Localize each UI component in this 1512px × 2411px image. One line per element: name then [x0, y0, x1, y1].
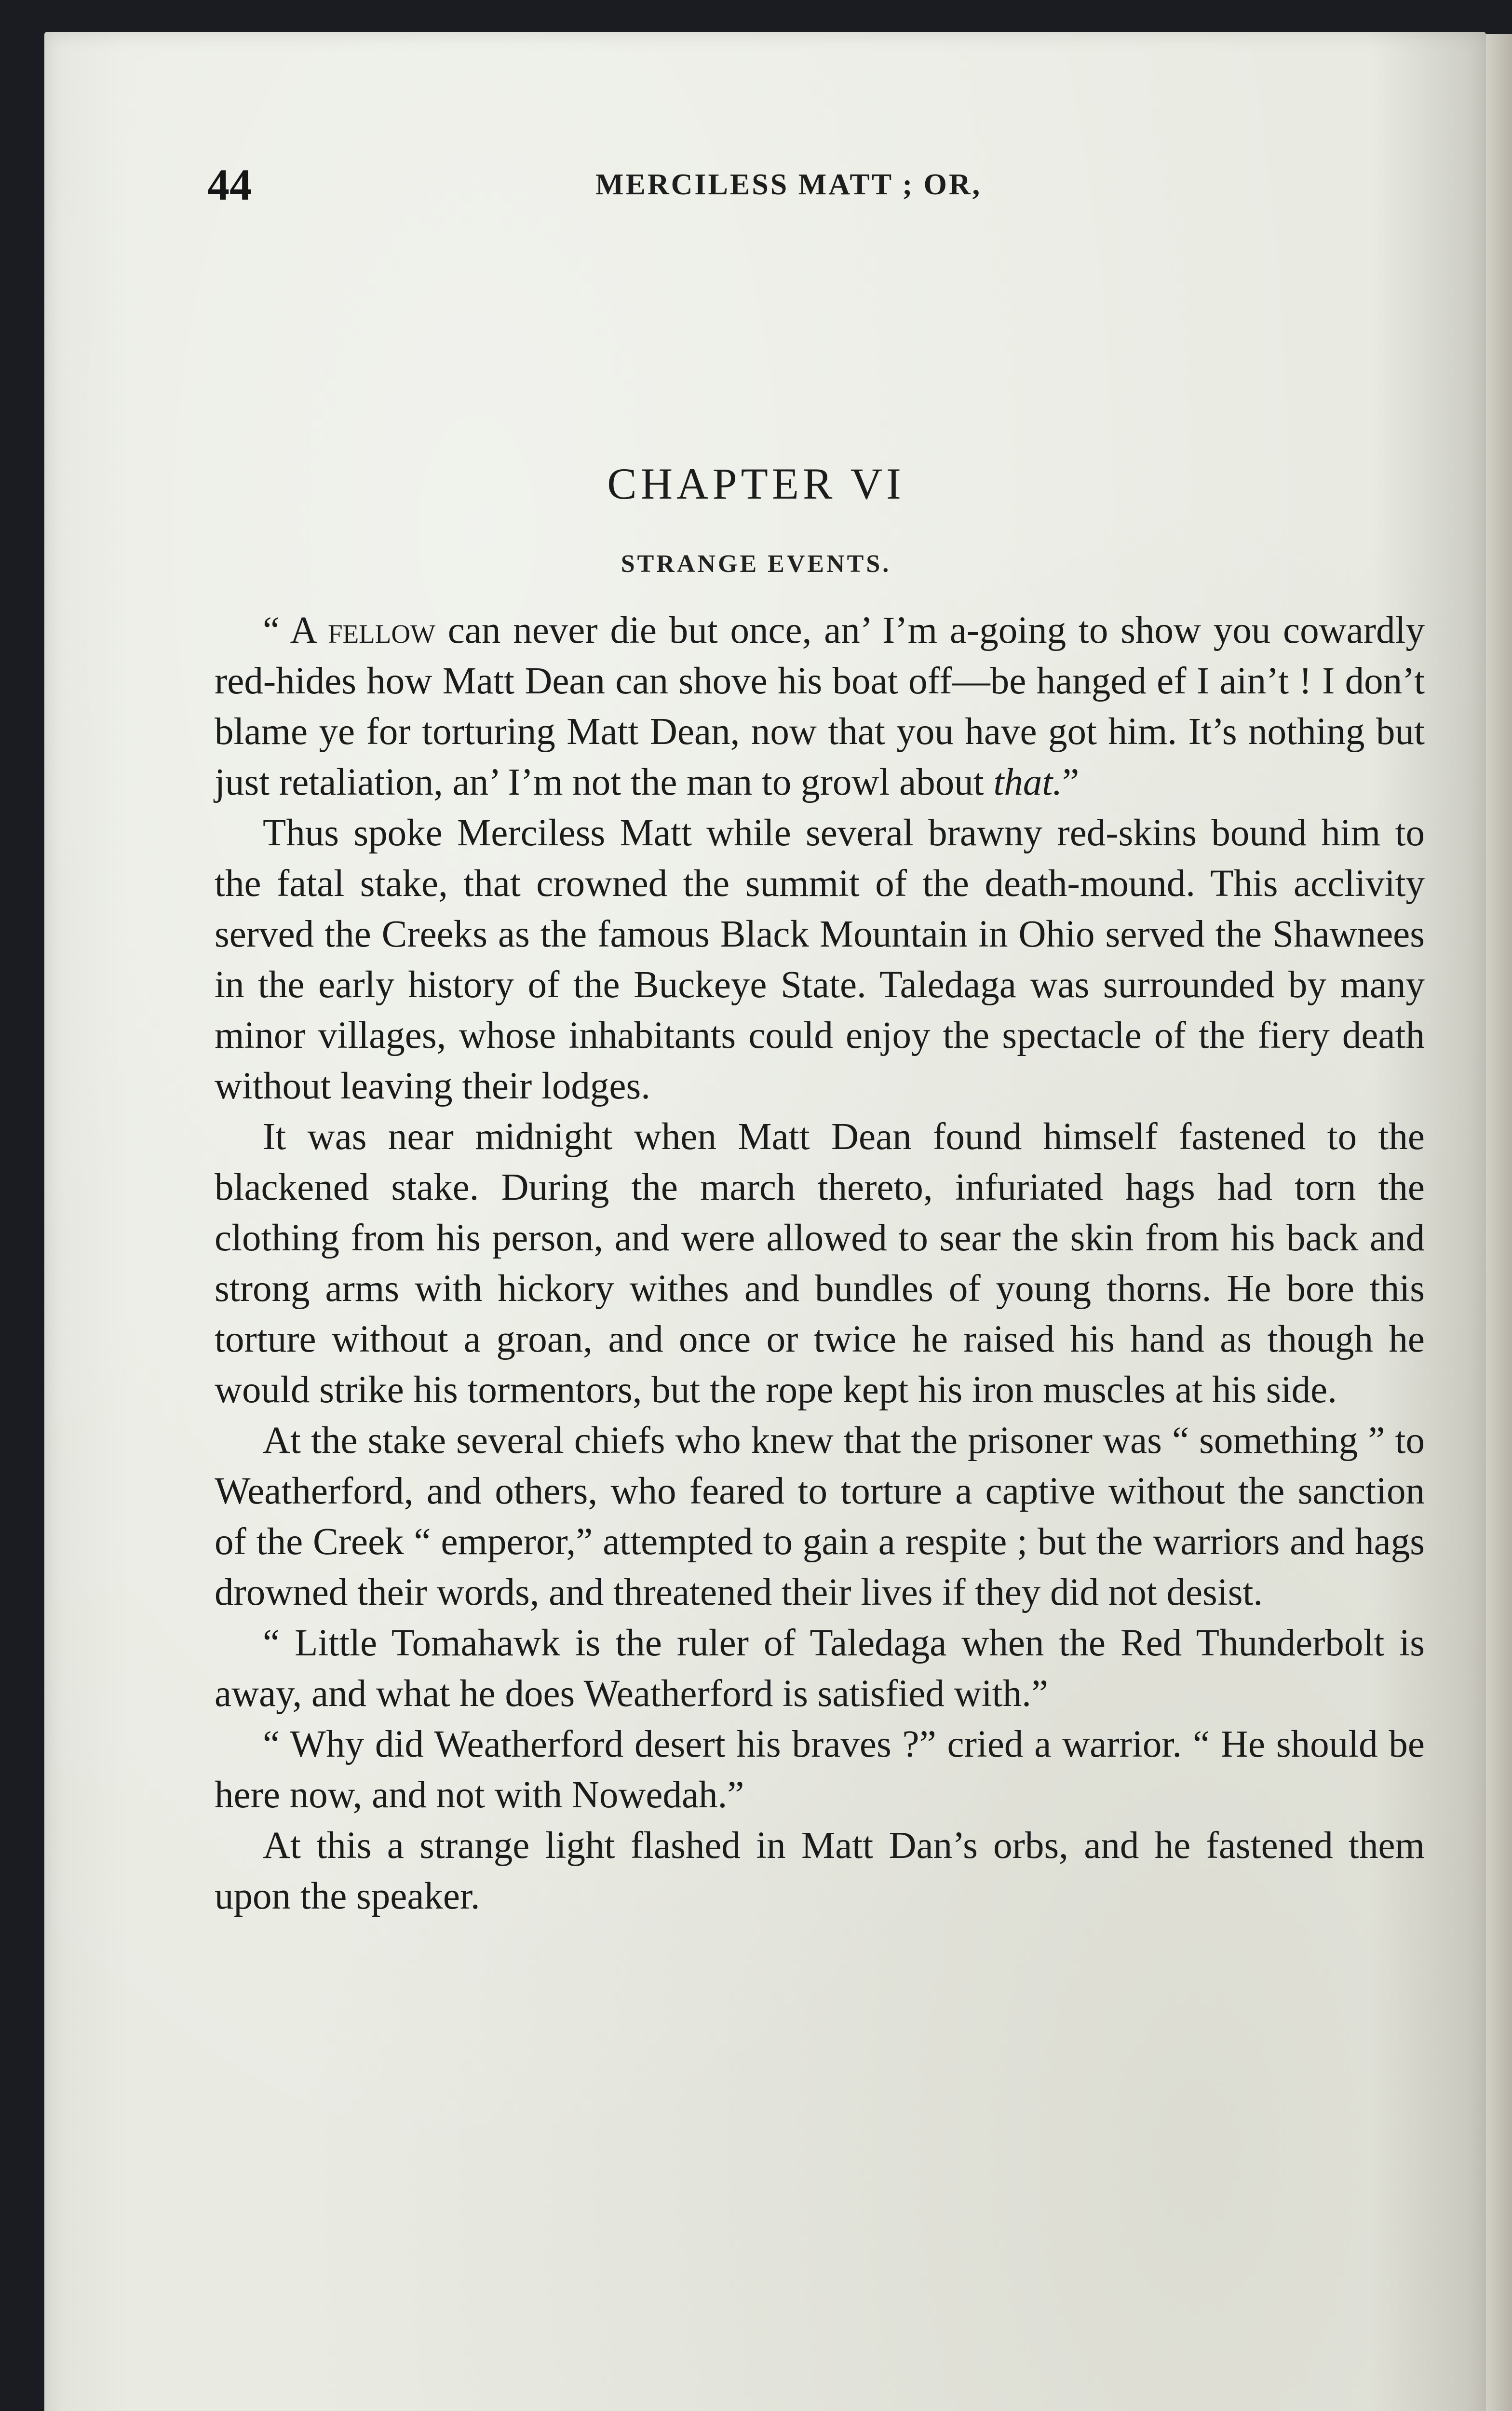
paragraph-6: “ Why did Weatherford desert his braves ?” cried a warrior. “ He should be here now, and not with Nowedah.”: [215, 1723, 1425, 1816]
paragraph-tail: ”: [1062, 761, 1080, 803]
paragraph-7: At this a strange light flashed in Matt Dan’s orbs, and he fastened them upon the speaker.: [215, 1825, 1425, 1917]
paragraph-text: can never die but once, an’ I’m a-going to show you cowardly red-hides how Matt Dean can shove his boat off—be hanged ef I ain’t ! I don’t blame ye for torturing Matt Dean, now that you have got him. It’s nothing but just retaliation, an’ I’m not the man to growl about: [215, 610, 1425, 803]
page-header: [159, 159, 1432, 217]
chapter-subtitle: STRANGE EVENTS.: [621, 550, 891, 578]
paragraph-1: [215, 605, 1425, 808]
chapter-title: CHAPTER VI: [607, 459, 905, 508]
body-text: [215, 605, 1425, 1922]
paragraph-2: Thus spoke Merciless Matt while several brawny red-skins bound him to the fatal stake, that crowned the summit of the death-mound. This acclivity served the Creeks as the famous Black Mountain in Ohio served the Shawnees in the early history of the Buckeye State. Taledaga was surrounded by many minor villages, whose inhabitants could enjoy the spectacle of the fiery death without leaving their lodges.: [215, 812, 1425, 1107]
paragraph-lead: “ A fellow: [263, 610, 435, 651]
paragraph-5: “ Little Tomahawk is the ruler of Taledaga when the Red Thunderbolt is away, and what he does Weatherford is satisfied with.”: [215, 1622, 1425, 1715]
paragraph-3: It was near midnight when Matt Dean found himself fastened to the blackened stake. During the march thereto, infuriated hags had torn the clothing from his person, and were allowed to sear the skin from his back and strong arms with hickory withes and bundles of young thorns. He bore this torture without a groan, and once or twice he raised his hand as though he would strike his tormentors, but the rope kept his iron muscles at his side.: [215, 1116, 1425, 1411]
page-number: 44: [207, 160, 252, 209]
paragraph-4: At the stake several chiefs who knew that the prisoner was “ something ” to Weatherford, and others, who feared to torture a captive without the sanction of the Creek “ emperor,” attempted to gain a respite ; but the warriors and hags drowned their words, and threatened their lives if they did not desist.: [215, 1420, 1425, 1613]
emphasis: that.: [993, 761, 1063, 803]
running-head: MERCILESS MATT ; OR,: [595, 168, 982, 201]
